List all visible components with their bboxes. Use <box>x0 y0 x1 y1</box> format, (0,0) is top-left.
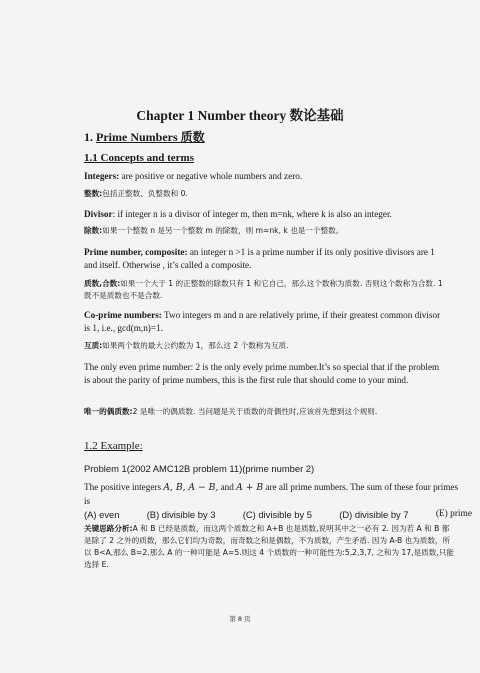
problem-statement <box>84 481 464 507</box>
prime-definition <box>84 246 444 271</box>
problem-math-sum: A + B <box>236 482 264 493</box>
coprime-cn-text: 如果两个数的最大公约数为 1，那么这 2 个数称为互质. <box>102 341 289 350</box>
option-c: (C) divisible by 5 <box>242 509 313 520</box>
answer-options <box>84 509 472 520</box>
chapter-title: Chapter 1 Number theory 数论基础 <box>136 108 344 123</box>
term-integers-cn: 整数: <box>84 189 103 198</box>
integers-cn-text: 包括正整数、负整数和 0. <box>102 189 188 198</box>
option-e: (E) prime <box>435 509 472 519</box>
term-integers: Integers: <box>84 171 120 181</box>
divisor-cn-text: 如果一个整数 n 是另一个整数 m 的除数，则 m=nk, k 也是一个整数。 <box>102 226 344 235</box>
option-d: (D) divisible by 7 <box>339 509 409 520</box>
integers-cn <box>84 188 444 200</box>
divisor-text: : if integer n is a divisor of integer m, then m=nk, where k is also an integer. <box>112 209 392 219</box>
divisor-cn <box>84 225 444 237</box>
prime-cn <box>84 278 444 302</box>
term-coprime-cn: 互质: <box>84 341 103 350</box>
subsection-heading-example: 1.2 Example: <box>84 440 143 452</box>
page-number: 第 8 页 <box>229 615 251 623</box>
problem-title: Problem 1(2002 AMC12B problem 11)(prime number 2) <box>84 463 315 474</box>
coprime-definition <box>84 309 444 334</box>
even-prime-cn <box>84 406 444 418</box>
section-number: 1. <box>84 130 93 144</box>
section-heading <box>84 128 205 145</box>
subsection-heading-concepts: 1.1 Concepts and terms <box>84 152 194 164</box>
section-title: Prime Numbers 质数 <box>96 130 205 144</box>
integers-text: are positive or negative whole numbers and zero. <box>121 171 303 181</box>
term-prime: Prime number, composite: <box>84 247 188 257</box>
term-prime-cn: 质数,合数: <box>84 279 121 288</box>
option-a: (A) even <box>84 509 120 520</box>
solution-term: 关键思路分析: <box>84 524 133 533</box>
problem-text-mid: and <box>220 482 234 492</box>
term-divisor-cn: 除数: <box>84 226 103 235</box>
coprime-text: Two integers m and n are relatively prime, if their greatest common divisor is 1, i.e., gcd(m,n)=1. <box>84 310 441 333</box>
integers-definition <box>84 170 444 183</box>
problem-text-pre: The positive integers <box>84 482 162 492</box>
even-prime-paragraph: The only even prime number: 2 is the only evely prime number.It’s so special that if the problem is about the parity of prime numbers, this is the first rule that should come to your mind. <box>84 362 440 385</box>
solution-text: A 和 B 已经是质数，而这两个质数之和 A+B 也是质数,说明其中之一必有 2. 因为若 A 和 B 都是除了 2 之外的质数，那么它们均为奇数，而奇数之和是偶数，不为质数，产生矛盾. 因为 A-B 也为质数，所以 B<A,那么 B=2.那么 A 的一种可能是 A=5.则这 4 个质数的一种可能性为:5,2,3,7, 之和为 17,是质数,只能选择 E. <box>84 524 454 569</box>
term-divisor: Divisor <box>84 209 113 219</box>
even-prime-cn-text: 2 是唯一的偶质数. 当问题是关于质数的奇偶性时,应该首先想到这个规则. <box>132 407 378 416</box>
solution-analysis <box>84 523 454 571</box>
option-b: (B) divisible by 3 <box>146 509 216 520</box>
prime-text: an integer n >1 is a prime number if its only positive divisors are 1 and itself. Otherwise , it’s called a composite. <box>84 247 435 270</box>
problem-math-terms: A, B, A − B, <box>163 482 219 493</box>
term-even-prime-cn: 唯一的偶质数: <box>84 407 133 416</box>
problem-text-post: are all prime numbers. The sum of these four primes is <box>84 482 459 506</box>
prime-cn-text: 如果一个大于 1 的正整数的除数只有 1 和它自己，那么这个数称为质数. 否则这个数称为合数. 1 既不是质数也不是合数. <box>84 279 443 300</box>
divisor-definition <box>84 208 444 221</box>
term-coprime: Co-prime numbers: <box>84 310 162 320</box>
coprime-cn <box>84 340 444 352</box>
